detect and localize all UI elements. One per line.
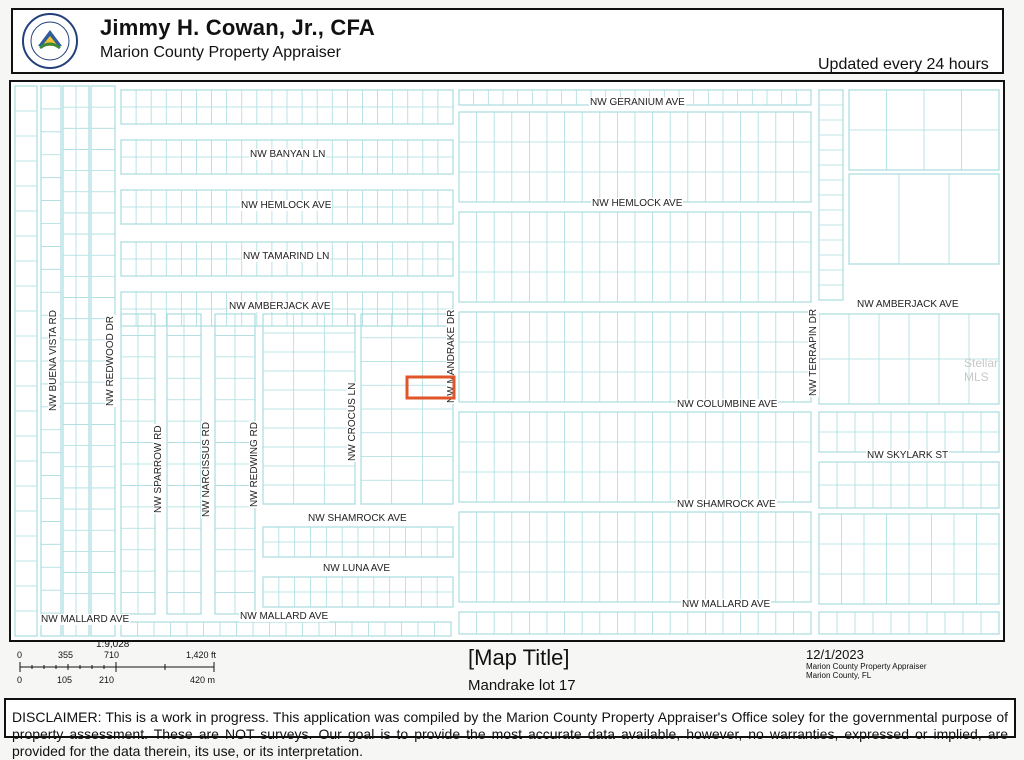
street-label-mallard-west: NW MALLARD AVE	[240, 611, 329, 622]
scale-bar	[18, 658, 218, 676]
street-label-amberjack-west: NW AMBERJACK AVE	[229, 301, 331, 312]
street-label-columbine: NW COLUMBINE AVE	[677, 399, 778, 410]
scale-ft-1: 355	[58, 650, 74, 660]
scale-ft-3: 1,420 ft	[186, 650, 217, 660]
map-subtitle: Mandrake lot 17	[468, 677, 576, 694]
street-label-mallard-east: NW MALLARD AVE	[682, 599, 771, 610]
street-label-shamrock-east: NW SHAMROCK AVE	[677, 499, 776, 510]
parcel-lines	[11, 82, 1003, 640]
street-label-skylark: NW SKYLARK ST	[867, 450, 949, 461]
street-label-tamarind: NW TAMARIND LN	[243, 251, 330, 262]
scale-ratio: 1:9,028	[96, 639, 130, 650]
street-label-redwing: NW REDWING RD	[249, 422, 260, 507]
appraiser-office: Marion County Property Appraiser	[100, 44, 341, 61]
street-label-hemlock-east: NW HEMLOCK AVE	[592, 198, 683, 209]
scale-m-1: 105	[57, 675, 73, 685]
street-label-sparrow: NW SPARROW RD	[153, 425, 164, 513]
street-label-amberjack-east: NW AMBERJACK AVE	[857, 299, 959, 310]
watermark: Stellar MLS	[964, 356, 999, 384]
street-label-banyan: NW BANYAN LN	[250, 149, 326, 160]
appraiser-name: Jimmy H. Cowan, Jr., CFA	[100, 15, 375, 40]
scale-ft-2: 710	[104, 650, 120, 660]
scale-m-2: 210	[99, 675, 115, 685]
disclaimer-panel	[4, 698, 1016, 759]
map-credit-office: Marion County Property Appraiser	[806, 662, 927, 671]
scale-ft-0: 0	[17, 650, 23, 660]
street-label-crocus: NW CROCUS LN	[347, 382, 358, 461]
scale-m-3: 420 m	[190, 675, 216, 685]
map-credit-county: Marion County, FL	[806, 671, 872, 680]
street-label-terrapin: NW TERRAPIN DR	[808, 308, 819, 396]
parcel-map[interactable]	[9, 80, 1005, 642]
update-frequency-note: Updated every 24 hours	[818, 56, 989, 73]
street-label-buena-vista: NW BUENA VISTA RD	[48, 310, 59, 411]
street-label-geranium: NW GERANIUM AVE	[590, 97, 685, 108]
street-label-luna: NW LUNA AVE	[323, 563, 391, 574]
street-label-hemlock-west: NW HEMLOCK AVE	[241, 200, 332, 211]
street-label-mallard-far-west: NW MALLARD AVE	[41, 614, 130, 625]
map-date: 12/1/2023	[806, 647, 864, 662]
street-label-mandrake: NW MANDRAKE DR	[446, 309, 457, 403]
map-title: [Map Title]	[468, 645, 570, 670]
scale-m-0: 0	[17, 675, 23, 685]
street-label-redwood: NW REDWOOD DR	[105, 316, 116, 406]
disclaimer-text: DISCLAIMER: This is a work in progress. This application was compiled by the Marion County Property Appraiser's Office soley for the governmental purpose of property assessment. These are NOT surveys. Our goal is to provide the most accurate data available, however, no warranties, expressed or implied, are provided for the data therein, its use, or its interpretation.	[12, 709, 1008, 759]
street-label-narcissus: NW NARCISSUS RD	[201, 421, 212, 517]
appraiser-seal-icon	[18, 12, 82, 70]
street-label-shamrock-west: NW SHAMROCK AVE	[308, 513, 407, 524]
